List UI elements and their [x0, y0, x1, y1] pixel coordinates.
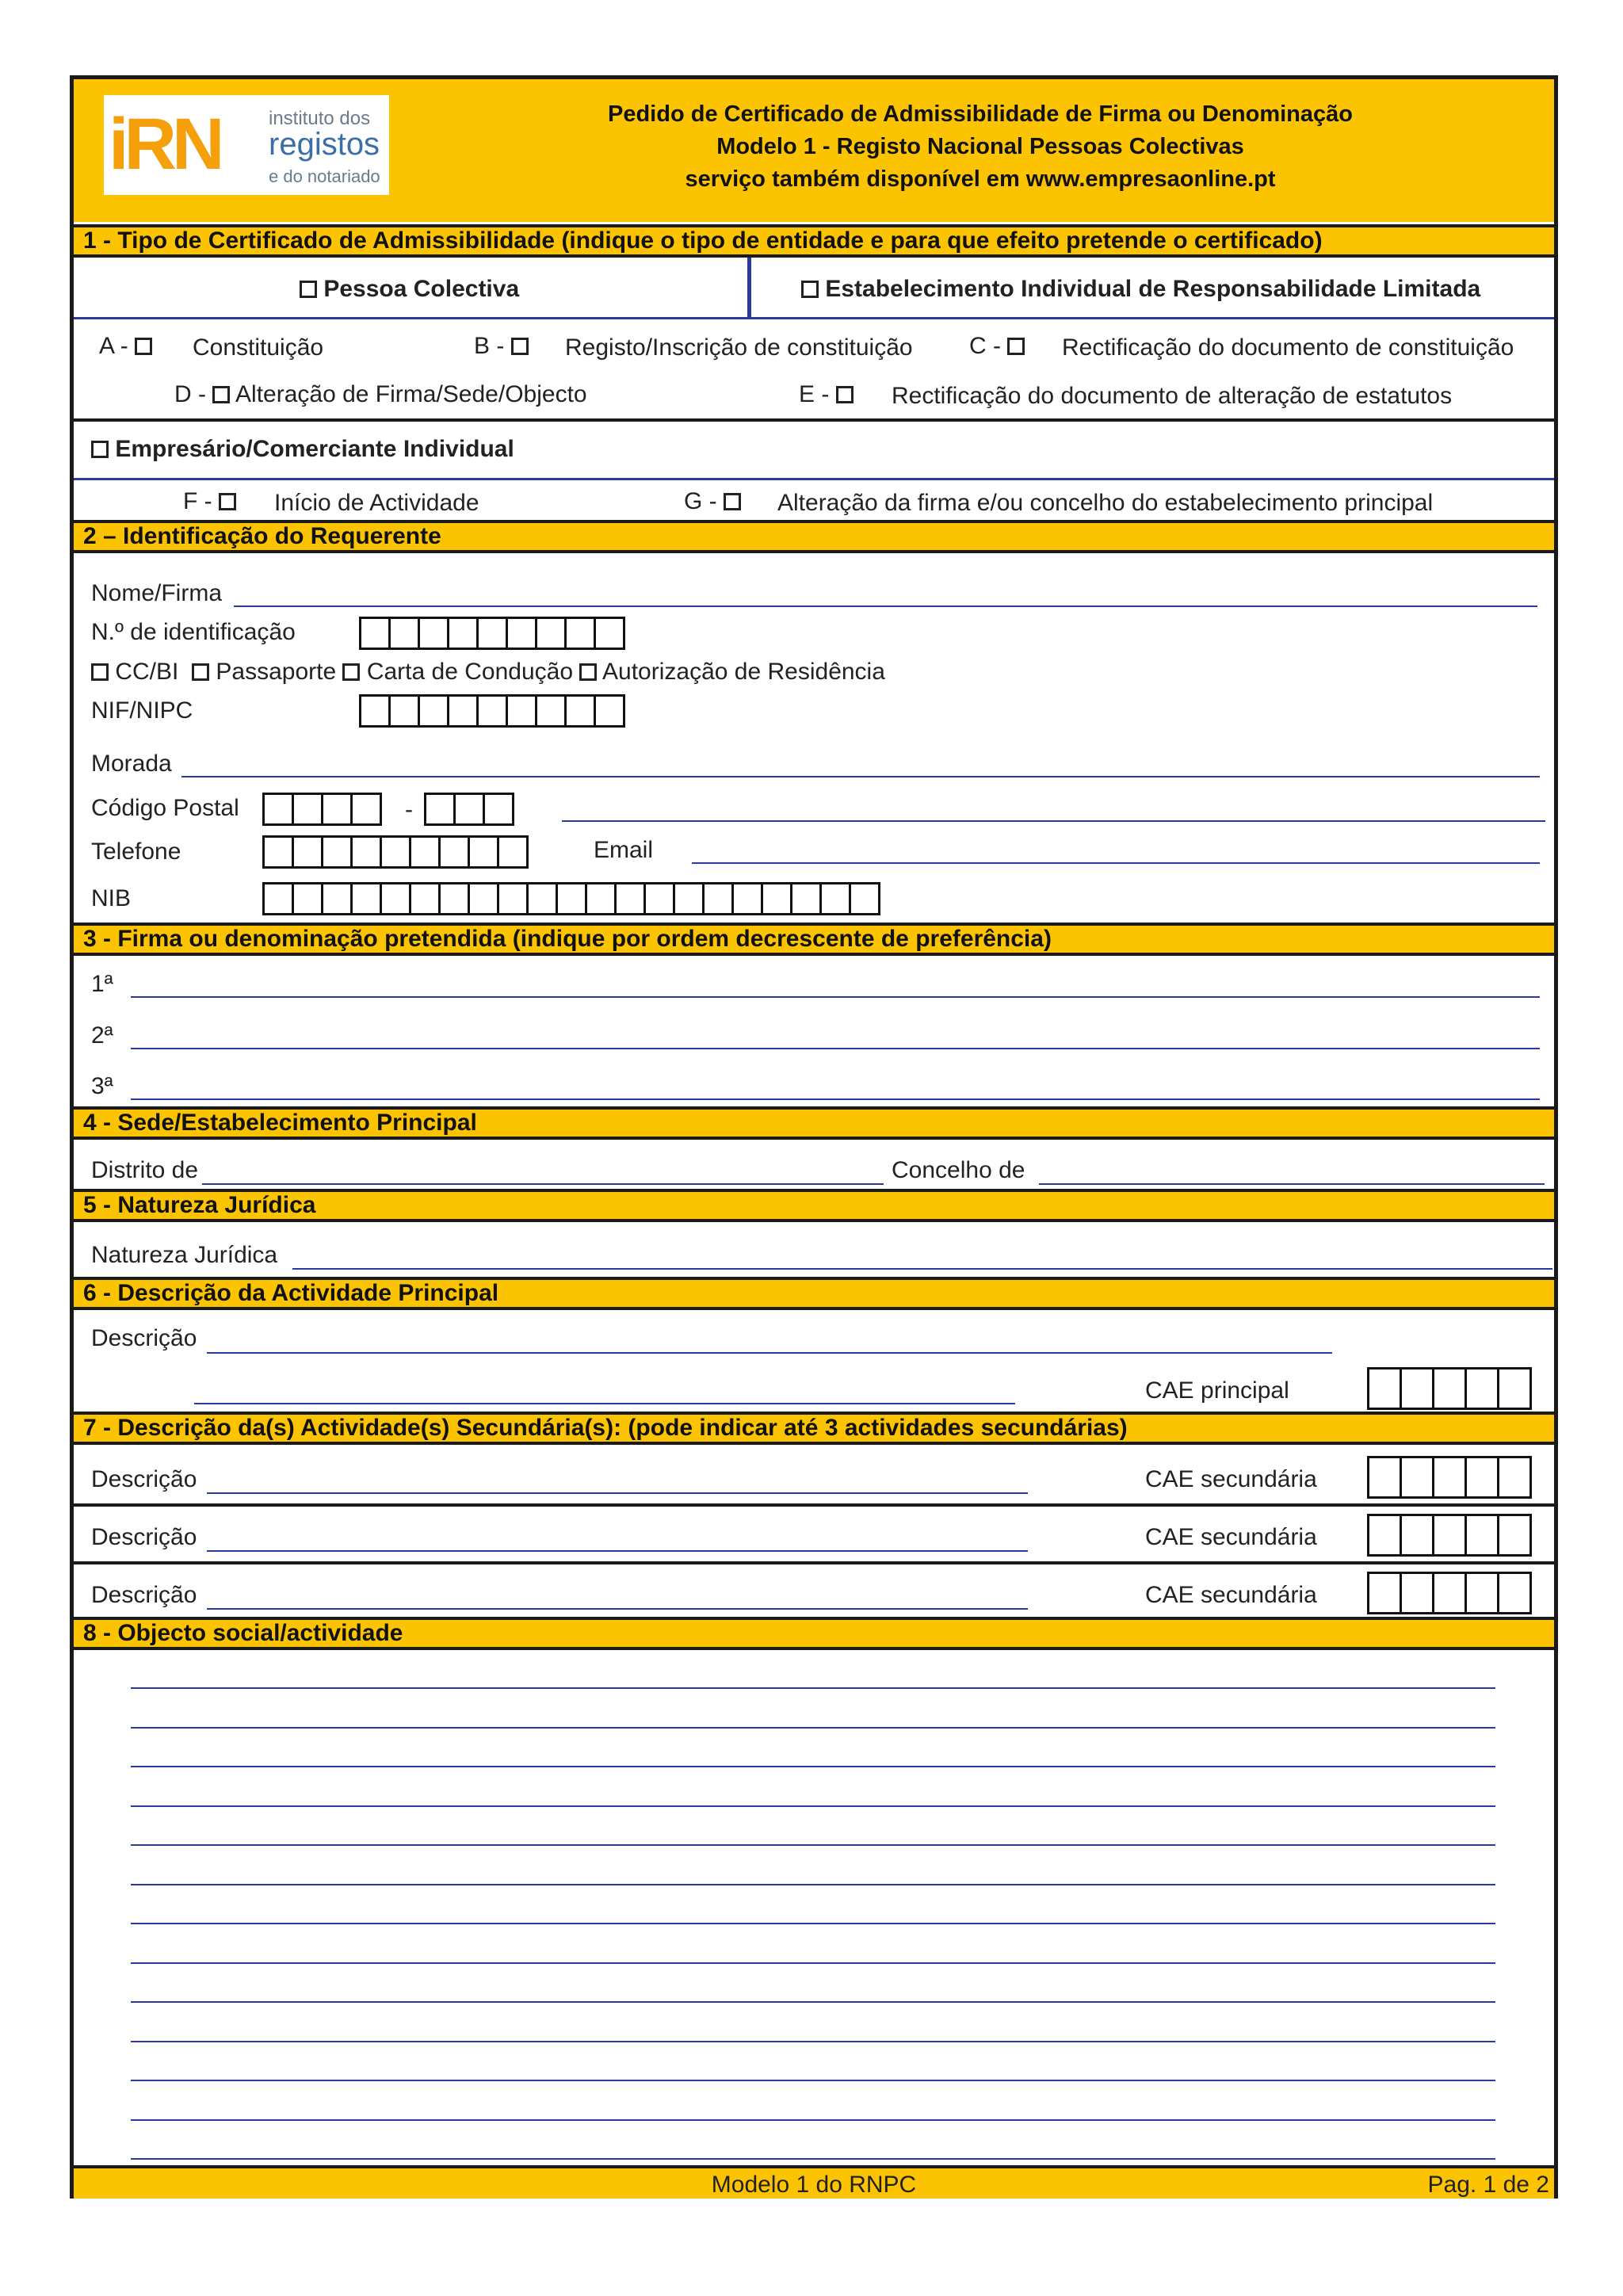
- telefone-cell[interactable]: [438, 835, 470, 869]
- codigo-postal-cell[interactable]: [321, 793, 353, 826]
- objecto-social-line[interactable]: [131, 2080, 1495, 2081]
- objecto-social-line[interactable]: [131, 1962, 1495, 1964]
- nif-cell[interactable]: [535, 694, 567, 728]
- section-7-sep-1: [74, 1503, 1554, 1507]
- preference-1-label: 1ª: [91, 971, 113, 997]
- distrito-label: Distrito de: [91, 1157, 199, 1183]
- empresario-option[interactable]: Empresário/Comerciante Individual: [91, 436, 514, 463]
- objecto-social-line[interactable]: [131, 1923, 1495, 1924]
- telefone-cell[interactable]: [409, 835, 441, 869]
- localidade-input[interactable]: [562, 820, 1545, 822]
- nome-label: Nome/Firma: [91, 580, 223, 606]
- codigo-postal-label: Código Postal: [91, 795, 239, 821]
- telefone-boxes[interactable]: [262, 835, 526, 869]
- section-8-title: 8 - Objecto social/actividade: [83, 1620, 403, 1646]
- footer-model: Modelo 1 do RNPC: [711, 2172, 917, 2198]
- descricao-principal-input-1[interactable]: [207, 1352, 1332, 1354]
- section-1-sep-2: [74, 418, 1554, 422]
- cae-secundaria-cell[interactable]: [1400, 1456, 1434, 1499]
- option-a[interactable]: A -: [99, 333, 152, 360]
- morada-input[interactable]: [181, 776, 1540, 777]
- descricao-principal-label: Descrição: [91, 1325, 197, 1351]
- telefone-cell[interactable]: [321, 835, 353, 869]
- nome-input[interactable]: [234, 606, 1537, 607]
- footer-bar: [74, 2165, 1554, 2199]
- preference-2-input[interactable]: [131, 1048, 1540, 1049]
- preference-3-label: 3ª: [91, 1073, 113, 1099]
- cae-principal-cell[interactable]: [1497, 1367, 1532, 1410]
- section-6-bar: [74, 1277, 1554, 1310]
- certificate-request-form: [70, 75, 1558, 2199]
- option-b[interactable]: B -: [474, 333, 529, 360]
- section-5-bar: [74, 1189, 1554, 1222]
- option-f-label: Início de Actividade: [274, 490, 479, 516]
- carta-checkbox[interactable]: [342, 663, 360, 681]
- n-ident-cell[interactable]: [594, 617, 625, 650]
- codigo-postal-cell[interactable]: [262, 793, 294, 826]
- descricao-secundaria-1-input[interactable]: [207, 1492, 1028, 1494]
- nib-cell[interactable]: [438, 882, 470, 915]
- nif-label: NIF/NIPC: [91, 697, 193, 724]
- nib-cell[interactable]: [321, 882, 353, 915]
- section-1-separator-3: [74, 478, 1554, 480]
- telefone-cell[interactable]: [350, 835, 382, 869]
- option-c-label: Rectificação do documento de constituição: [1062, 334, 1514, 361]
- concelho-input[interactable]: [1039, 1183, 1545, 1185]
- nif-boxes[interactable]: [359, 694, 623, 728]
- n-ident-cell[interactable]: [418, 617, 449, 650]
- telefone-cell[interactable]: [262, 835, 294, 869]
- n-ident-boxes[interactable]: [359, 617, 623, 650]
- cae-secundaria-cell[interactable]: [1432, 1572, 1467, 1614]
- telefone-label: Telefone: [91, 839, 181, 865]
- preference-2-label: 2ª: [91, 1022, 113, 1049]
- preference-1-input[interactable]: [131, 996, 1540, 998]
- nib-cell[interactable]: [731, 882, 763, 915]
- option-d-checkbox[interactable]: [212, 386, 230, 403]
- section-4-bar: [74, 1106, 1554, 1140]
- nib-cell[interactable]: [702, 882, 734, 915]
- cae-secundaria-3-boxes[interactable]: [1367, 1572, 1529, 1614]
- nib-cell[interactable]: [585, 882, 617, 915]
- nib-label: NIB: [91, 885, 132, 911]
- n-ident-cell[interactable]: [447, 617, 479, 650]
- nib-cell[interactable]: [350, 882, 382, 915]
- cae-secundaria-3-label: CAE secundária: [1145, 1582, 1317, 1608]
- pessoa-colectiva-checkbox[interactable]: [300, 281, 317, 298]
- cae-principal-cell[interactable]: [1465, 1367, 1499, 1410]
- objecto-social-line[interactable]: [131, 2158, 1495, 2160]
- n-ident-cell[interactable]: [535, 617, 567, 650]
- cc-checkbox[interactable]: [91, 663, 109, 681]
- objecto-social-line[interactable]: [131, 1727, 1495, 1729]
- cae-secundaria-cell[interactable]: [1367, 1572, 1402, 1614]
- option-a-label: Constituição: [193, 334, 324, 361]
- cae-secundaria-cell[interactable]: [1497, 1456, 1532, 1499]
- objecto-social-line[interactable]: [131, 1844, 1495, 1846]
- irn-logo-text-1: instituto dos: [269, 108, 371, 129]
- option-d[interactable]: D - Alteração de Firma/Sede/Objecto: [174, 381, 587, 407]
- codigo-postal-boxes-1[interactable]: [262, 793, 380, 826]
- section-2-bar: [74, 520, 1554, 553]
- nib-cell[interactable]: [614, 882, 646, 915]
- id-type-options: CC/BI Passaporte Carta de Condução Autorização de Residência: [91, 659, 885, 686]
- preference-3-input[interactable]: [131, 1098, 1540, 1100]
- nif-cell[interactable]: [564, 694, 596, 728]
- natureza-input[interactable]: [292, 1268, 1552, 1270]
- cae-secundaria-cell[interactable]: [1367, 1456, 1402, 1499]
- distrito-input[interactable]: [202, 1183, 884, 1185]
- telefone-cell[interactable]: [468, 835, 499, 869]
- section-3-bar: [74, 923, 1554, 956]
- cae-principal-cell[interactable]: [1367, 1367, 1402, 1410]
- option-b-label: Registo/Inscrição de constituição: [565, 334, 913, 361]
- passaporte-checkbox[interactable]: [192, 663, 209, 681]
- cae-secundaria-cell[interactable]: [1465, 1572, 1499, 1614]
- section-1-divider: [747, 258, 751, 318]
- irn-logo-mark: iRN: [109, 104, 220, 185]
- pessoa-colectiva-option[interactable]: Pessoa Colectiva: [300, 276, 519, 303]
- descricao-secundaria-3-input[interactable]: [207, 1608, 1028, 1610]
- codigo-postal-dash: -: [405, 797, 413, 823]
- n-ident-cell[interactable]: [506, 617, 537, 650]
- nib-cell[interactable]: [819, 882, 851, 915]
- descricao-secundaria-1-label: Descrição: [91, 1466, 197, 1492]
- nif-cell[interactable]: [388, 694, 420, 728]
- cae-principal-cell[interactable]: [1400, 1367, 1434, 1410]
- objecto-social-line[interactable]: [131, 1884, 1495, 1885]
- nib-cell[interactable]: [556, 882, 587, 915]
- section-1-separator: [74, 317, 1554, 319]
- nib-boxes[interactable]: [262, 882, 878, 915]
- section-1-bar: [74, 224, 1554, 258]
- descricao-secundaria-3-label: Descrição: [91, 1582, 197, 1608]
- nib-cell[interactable]: [790, 882, 822, 915]
- morada-label: Morada: [91, 751, 172, 777]
- option-c[interactable]: C -: [969, 333, 1025, 360]
- section-6-title: 6 - Descrição da Actividade Principal: [83, 1280, 499, 1306]
- cae-secundaria-cell[interactable]: [1400, 1572, 1434, 1614]
- footer-page-number: Pag. 1 de 2: [1427, 2172, 1549, 2198]
- section-7-sep-2: [74, 1561, 1554, 1564]
- option-e[interactable]: E -: [799, 381, 854, 408]
- form-model: Modelo 1 - Registo Nacional Pessoas Colectivas: [716, 134, 1244, 159]
- objecto-social-line[interactable]: [131, 2041, 1495, 2042]
- estabelecimento-option[interactable]: Estabelecimento Individual de Responsabilidade Limitada: [801, 276, 1480, 303]
- option-e-checkbox[interactable]: [836, 386, 854, 403]
- section-4-title: 4 - Sede/Estabelecimento Principal: [83, 1110, 477, 1136]
- cae-secundaria-2-boxes[interactable]: [1367, 1514, 1529, 1557]
- n-ident-label: N.º de identificação: [91, 619, 296, 645]
- telefone-cell[interactable]: [292, 835, 323, 869]
- n-ident-cell[interactable]: [359, 617, 391, 650]
- form-online-service: serviço também disponível em www.empresaonline.pt: [685, 166, 1276, 192]
- cae-secundaria-cell[interactable]: [1465, 1456, 1499, 1499]
- option-f[interactable]: F -: [183, 488, 236, 515]
- option-g[interactable]: G -: [684, 488, 741, 515]
- option-c-checkbox[interactable]: [1007, 338, 1025, 355]
- irn-logo: [104, 95, 389, 195]
- nif-cell[interactable]: [418, 694, 449, 728]
- descricao-secundaria-2-input[interactable]: [207, 1550, 1028, 1552]
- n-ident-cell[interactable]: [564, 617, 596, 650]
- option-g-label: Alteração da firma e/ou concelho do estabelecimento principal: [777, 490, 1434, 516]
- nib-cell[interactable]: [262, 882, 294, 915]
- section-2-title: 2 – Identificação do Requerente: [83, 523, 441, 549]
- nib-cell[interactable]: [526, 882, 558, 915]
- nif-cell[interactable]: [359, 694, 391, 728]
- section-7-title: 7 - Descrição da(s) Actividade(s) Secundária(s): (pode indicar até 3 actividades secundárias): [83, 1415, 1128, 1441]
- nib-cell[interactable]: [497, 882, 529, 915]
- descricao-secundaria-2-label: Descrição: [91, 1524, 197, 1550]
- section-3-title: 3 - Firma ou denominação pretendida (indique por ordem decrescente de preferência): [83, 926, 1052, 952]
- codigo-postal-cell[interactable]: [292, 793, 323, 826]
- section-5-title: 5 - Natureza Jurídica: [83, 1192, 316, 1218]
- section-1-title: 1 - Tipo de Certificado de Admissibilidade (indique o tipo de entidade e para que efeito pretende o certificado): [83, 227, 1323, 254]
- cae-secundaria-1-boxes[interactable]: [1367, 1456, 1529, 1499]
- cae-secundaria-cell[interactable]: [1432, 1456, 1467, 1499]
- cae-principal-boxes[interactable]: [1367, 1367, 1529, 1410]
- cae-secundaria-cell[interactable]: [1400, 1514, 1434, 1557]
- cae-secundaria-cell[interactable]: [1497, 1514, 1532, 1557]
- objecto-social-line[interactable]: [131, 1805, 1495, 1807]
- option-f-checkbox[interactable]: [219, 493, 236, 510]
- email-label: Email: [594, 837, 654, 863]
- telefone-cell[interactable]: [497, 835, 529, 869]
- irn-logo-text-3: e do notariado: [269, 166, 380, 186]
- email-input[interactable]: [692, 862, 1540, 864]
- cae-secundaria-cell[interactable]: [1432, 1514, 1467, 1557]
- codigo-postal-boxes-2[interactable]: [424, 793, 512, 826]
- nif-cell[interactable]: [447, 694, 479, 728]
- nif-cell[interactable]: [506, 694, 537, 728]
- section-8-bar: [74, 1617, 1554, 1650]
- codigo-postal-cell[interactable]: [424, 793, 456, 826]
- empresario-checkbox[interactable]: [91, 441, 109, 458]
- form-title: Pedido de Certificado de Admissibilidade de Firma ou Denominação: [608, 101, 1353, 127]
- irn-logo-text-2: registos: [269, 127, 380, 162]
- nif-cell[interactable]: [594, 694, 625, 728]
- descricao-principal-input-2[interactable]: [194, 1403, 1015, 1404]
- nib-cell[interactable]: [409, 882, 441, 915]
- option-g-checkbox[interactable]: [724, 493, 741, 510]
- objecto-social-line[interactable]: [131, 2119, 1495, 2121]
- cae-principal-cell[interactable]: [1432, 1367, 1467, 1410]
- option-b-checkbox[interactable]: [511, 338, 529, 355]
- codigo-postal-cell[interactable]: [350, 793, 382, 826]
- cae-secundaria-cell[interactable]: [1465, 1514, 1499, 1557]
- cae-secundaria-2-label: CAE secundária: [1145, 1524, 1317, 1550]
- nib-cell[interactable]: [468, 882, 499, 915]
- form-header: [74, 79, 1554, 222]
- n-ident-cell[interactable]: [388, 617, 420, 650]
- nib-cell[interactable]: [761, 882, 792, 915]
- objecto-social-line[interactable]: [131, 2001, 1495, 2003]
- objecto-social-line[interactable]: [131, 1687, 1495, 1689]
- cae-secundaria-cell[interactable]: [1367, 1514, 1402, 1557]
- autorizacao-checkbox[interactable]: [579, 663, 597, 681]
- n-ident-cell[interactable]: [476, 617, 508, 650]
- cae-principal-label: CAE principal: [1145, 1377, 1289, 1404]
- codigo-postal-cell[interactable]: [483, 793, 514, 826]
- nib-cell[interactable]: [380, 882, 411, 915]
- nib-cell[interactable]: [292, 882, 323, 915]
- objecto-social-line[interactable]: [131, 1766, 1495, 1767]
- nib-cell[interactable]: [643, 882, 675, 915]
- cae-secundaria-1-label: CAE secundária: [1145, 1466, 1317, 1492]
- cae-secundaria-cell[interactable]: [1497, 1572, 1532, 1614]
- telefone-cell[interactable]: [380, 835, 411, 869]
- nib-cell[interactable]: [673, 882, 705, 915]
- concelho-label: Concelho de: [892, 1157, 1025, 1183]
- nif-cell[interactable]: [476, 694, 508, 728]
- section-7-bar: [74, 1412, 1554, 1445]
- estabelecimento-checkbox[interactable]: [801, 281, 819, 298]
- natureza-label: Natureza Jurídica: [91, 1242, 278, 1268]
- codigo-postal-cell[interactable]: [453, 793, 485, 826]
- option-a-checkbox[interactable]: [135, 338, 152, 355]
- nib-cell[interactable]: [849, 882, 880, 915]
- option-e-label: Rectificação do documento de alteração de estatutos: [892, 383, 1453, 409]
